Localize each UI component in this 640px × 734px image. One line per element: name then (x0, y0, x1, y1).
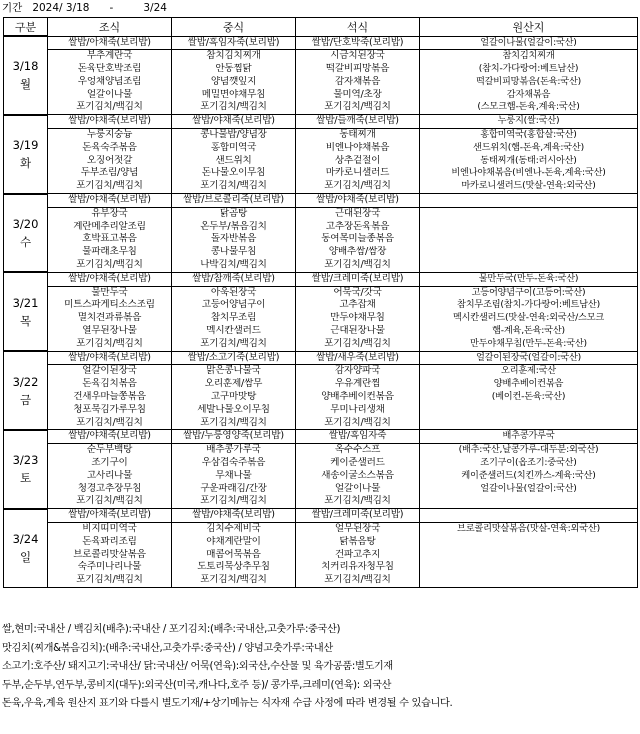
menu-item: 세발나물오이무침 (197, 403, 270, 415)
origin-line: 비엔나야채볶음(비엔나-돈육,계육:국산) (451, 167, 606, 179)
origin-line (420, 233, 637, 246)
origin-line (420, 536, 637, 549)
menu-item: 계란메추리알조림 (73, 220, 146, 232)
note-line: 맛김치(찌개&볶음김치):(배추:국내산,고춧가루:중국산) / 양념고춧가루:국내산 (2, 642, 333, 654)
day-row (4, 509, 638, 588)
menu-item: 참치무조림 (210, 312, 257, 324)
dinner-cell (296, 36, 420, 115)
origin-cell (420, 36, 638, 115)
menu-item: 동여목미늘종볶음 (321, 233, 394, 245)
menu-item: 포기김치/백김치 (200, 416, 267, 428)
menu-item: 누룽지숭늉 (86, 129, 133, 141)
menu-item: 멸치견과류볶음 (77, 312, 142, 324)
period-label: 기간 (2, 2, 23, 14)
day-weekday: 월 (19, 77, 32, 92)
menu-item: 쌀밥/야채죽(보리밥) (48, 273, 171, 287)
menu-item: 양배추베이컨볶음 (321, 391, 394, 403)
origin-line (420, 259, 637, 272)
origin-line: 떡갈비피망볶음(돈육:국산) (475, 75, 582, 87)
header-dinner: 석식 (296, 18, 420, 37)
day-row (4, 272, 638, 351)
day-date: 3/22 (12, 374, 39, 389)
day-date: 3/19 (12, 138, 39, 153)
menu-item: 청경고추장무침 (77, 482, 142, 494)
menu-item: 쌀밥/야채죽(보리밥) (48, 352, 171, 366)
menu-item: 쌀밥/흑임자죽 (296, 430, 419, 444)
menu-item: 홍합미역국 (210, 141, 257, 153)
menu-item: 포기김치/백김치 (324, 101, 391, 113)
menu-item: 양념깻잎지 (210, 75, 257, 87)
origin-line: (스모크햄-돈육,계육:국산) (477, 101, 580, 113)
menu-item: 쌀밥/크레미죽(보리밥) (296, 273, 419, 287)
dinner-cell (296, 430, 420, 509)
menu-item: 고추장돈육볶음 (325, 220, 390, 232)
menu-item: 포기김치/백김치 (324, 259, 391, 271)
origin-cell (420, 194, 638, 273)
note-line: 쌀,현미:국내산 / 백김치(배추):국내산 / 포기김치:(배추:국내산,고춧가루:중국산) (2, 624, 341, 635)
origin-line: 조기구이(옵조기:중국산) (480, 457, 577, 468)
menu-item: 샌드위치 (215, 154, 252, 166)
weekly-menu-table (3, 17, 638, 588)
menu-item: 유부장국 (91, 207, 128, 219)
origin-line (420, 561, 637, 574)
menu-item: 온두부/볶음김치 (200, 220, 267, 232)
lunch-cell (172, 36, 296, 115)
breakfast-cell (48, 194, 172, 273)
menu-item: 참치김치찌개 (206, 50, 261, 62)
dinner-cell (296, 272, 420, 351)
dinner-cell (296, 194, 420, 273)
origin-line (420, 549, 637, 562)
menu-item: 포기김치/백김치 (200, 495, 267, 507)
origin-line (420, 509, 637, 523)
origin-line: 참치무조림(참치-가다랑어:베트남산) (457, 299, 600, 311)
menu-item: 도토리묵상추무침 (197, 561, 270, 573)
menu-item: 포기김치/백김치 (200, 337, 267, 349)
menu-item: 옥수수스프 (334, 444, 381, 456)
menu-item: 포기김치/백김치 (76, 259, 143, 271)
origin-line: 참치김치찌개 (502, 50, 555, 62)
header-origin: 원산지 (420, 18, 638, 37)
menu-item: 근대된장나물 (330, 325, 385, 337)
lunch-cell (172, 272, 296, 351)
menu-item: 포기김치/백김치 (324, 574, 391, 586)
menu-item: 조기구이 (91, 457, 128, 468)
period-start: 2024/ 3/18 (32, 2, 90, 14)
menu-item: 마카로니샐러드 (325, 167, 390, 179)
menu-item: 치커리유자청무침 (321, 561, 394, 573)
menu-item: 고구마맛탕 (210, 391, 257, 403)
menu-item: 포기김치/백김치 (76, 337, 143, 349)
menu-item: 무채나물 (215, 469, 252, 481)
menu-item: 포기김치/백김치 (200, 180, 267, 192)
menu-item: 양배추쌈/쌈장 (328, 246, 387, 258)
dinner-cell (296, 115, 420, 194)
menu-item: 얼갈이나물 (86, 88, 133, 100)
menu-item: 근대된장국 (334, 207, 381, 219)
menu-item: 쌀밥/참깨죽(보리밥) (172, 273, 295, 287)
menu-item: 비지띠미역국 (82, 522, 137, 534)
menu-item: 물파래초무침 (82, 246, 137, 258)
menu-item: 호박표고볶음 (82, 233, 137, 245)
menu-item: 순두부백탕 (86, 444, 133, 456)
menu-item: 돌자반볶음 (210, 233, 257, 245)
menu-item: 쌀밥/새우죽(보리밥) (296, 352, 419, 366)
breakfast-cell (48, 430, 172, 509)
origin-cell (420, 115, 638, 194)
lunch-cell (172, 509, 296, 588)
origin-line: 브로콜리맛살볶음(맛살-연육:외국산) (457, 522, 600, 534)
breakfast-cell (48, 351, 172, 430)
origin-line: 샌드위치(햄-돈육,계육:국산) (473, 141, 584, 153)
origin-line: 얼갈이나물(얼갈이:국산) (420, 37, 637, 51)
lunch-cell (172, 430, 296, 509)
menu-item: 돈육김치볶음 (82, 378, 137, 390)
origin-line: 양배추베이컨볶음 (493, 378, 564, 390)
menu-item: 미트스파게티소스조림 (64, 299, 155, 311)
menu-item: 고등어양념구이 (201, 299, 266, 311)
menu-item: 포기김치/백김치 (76, 101, 143, 113)
origin-line (420, 495, 637, 508)
menu-item: 맑은콩나물국 (206, 365, 261, 377)
origin-line: 햄-계육,돈육:국산) (492, 325, 565, 337)
origin-line: 멕시칸샐러드(맛살-연육:외국산/스모크 (452, 312, 605, 324)
menu-item: 어묵국/갓국 (333, 286, 382, 298)
day-date: 3/23 (12, 453, 39, 468)
origin-line: 동태찌개(동태:러시아산) (480, 154, 577, 166)
menu-item: 메밀면야채무침 (201, 88, 266, 100)
menu-item: 돈나물오이무침 (201, 167, 266, 179)
menu-item: 쌀밥/단호박죽(보리밥) (296, 37, 419, 51)
menu-item: 건새우마늘쫑볶음 (73, 391, 146, 403)
menu-item: 쌀밥/브로콜리죽(보리밥) (172, 194, 295, 208)
day-row (4, 115, 638, 194)
origin-line: (배추:국산,날콩가루-대두분:외국산) (458, 444, 599, 456)
day-label-cell (4, 115, 48, 194)
origin-line: 만두야채무침(만두-돈육:국산) (470, 337, 587, 349)
period-end: 3/24 (143, 2, 167, 14)
menu-item: 쌀밥/아채죽(보리밥) (48, 509, 171, 523)
menu-item: 쌀밥/야채죽(보리밥) (48, 115, 171, 129)
origin-line: (참치-가다랑어:베트남산) (478, 63, 579, 75)
menu-item: 돈육숙주볶음 (82, 141, 137, 153)
origin-cell (420, 509, 638, 588)
menu-item: 쌀밥/야채죽(보리밥) (296, 194, 419, 208)
menu-item: 돈육단호박조림 (77, 63, 142, 75)
menu-item: 포기김치/백김치 (324, 180, 391, 192)
menu-item: 물미역/초장 (333, 88, 382, 100)
origin-line: 감자채볶음 (506, 88, 551, 100)
menu-item: 우엉채양념조림 (77, 75, 142, 87)
day-label-cell (4, 509, 48, 588)
menu-item: 얼갈이된장국 (82, 365, 137, 377)
menu-item: 숙주미나리나물 (77, 561, 142, 573)
menu-item: 배추콩가루국 (206, 444, 261, 456)
origin-line: 누룽지(쌀:국산) (420, 115, 637, 129)
day-weekday: 일 (19, 550, 32, 565)
menu-item: 쌀밥/크레미죽(보리밥) (296, 509, 419, 523)
origin-line: 배추콩가루국 (420, 430, 637, 444)
menu-item: 쌀밥/야채죽(보리밥) (48, 430, 171, 444)
day-label-cell (4, 430, 48, 509)
origin-notes (2, 621, 638, 714)
menu-item: 떡갈비피망볶음 (325, 63, 390, 75)
menu-period (2, 0, 167, 17)
menu-item: 열무된장나물 (82, 325, 137, 337)
origin-line: (베이컨-돈육:국산) (491, 391, 566, 403)
menu-item: 콩나물밥/양념장 (200, 129, 267, 141)
note-line: 두부,순두부,연두부,콩비지(대두):외국산(미국,캐나다,호주 등)/ 콩가루,크레미(연육): 외국산 (2, 679, 392, 691)
day-row (4, 430, 638, 509)
origin-line: 홍합미역국(홍합살:국산) (480, 129, 577, 141)
menu-item: 멕시칸샐러드 (206, 325, 261, 337)
menu-item: 포기김치/백김치 (76, 416, 143, 428)
menu-item: 동태찌개 (339, 129, 376, 141)
menu-item: 안동찜닭 (215, 63, 252, 75)
breakfast-cell (48, 115, 172, 194)
menu-item: 쌀밥/야채죽(보리밥) (172, 509, 295, 523)
menu-item: 감자양파국 (334, 365, 381, 377)
menu-item: 만두야채무침 (330, 312, 385, 324)
menu-item: 물만두국 (91, 286, 128, 298)
origin-line: 고등어양념구이(고등어:국산) (471, 286, 586, 298)
breakfast-cell (48, 272, 172, 351)
origin-line (420, 246, 637, 259)
day-row (4, 194, 638, 273)
origin-line: 얼갈이나물(얼갈이:국산) (480, 482, 577, 494)
origin-cell (420, 272, 638, 351)
menu-item: 얼무된장국 (334, 522, 381, 534)
menu-item: 돈육꽈리조림 (82, 535, 137, 547)
dinner-cell (296, 351, 420, 430)
menu-item: 쌀밥/야채죽(보리밥) (48, 194, 171, 208)
menu-item: 김치수제비국 (206, 522, 261, 534)
menu-item: 구운파래김/간장 (200, 482, 267, 494)
day-label-cell (4, 36, 48, 115)
header-row (4, 18, 638, 37)
dinner-cell (296, 509, 420, 588)
note-line: 돈육,우육,계육 원산지 표기와 다를시 별도기재/+상기메뉴는 식자재 수급 사정에 따라 변경될 수 있습니다. (2, 698, 453, 709)
menu-item: 포기김치/백김치 (76, 180, 143, 192)
origin-line (420, 417, 637, 430)
menu-item: 건파고추지 (334, 548, 381, 560)
menu-item: 포기김치/백김치 (324, 416, 391, 428)
day-weekday: 수 (19, 234, 32, 249)
breakfast-cell (48, 36, 172, 115)
menu-item: 매콤어묵볶음 (206, 548, 261, 560)
menu-item: 쌀밥/아채죽(보리밥) (48, 37, 171, 51)
note-line: 소고기:호주산/ 돼지고기:국내산/ 닭:국내산/ 어묵(연육):외국산,수산물 및 육가공품:별도기재 (2, 661, 393, 672)
menu-item: 포기김치/백김치 (200, 574, 267, 586)
menu-item: 오징어젓갈 (86, 154, 133, 166)
menu-item: 오리훈제/쌈무 (204, 378, 263, 390)
origin-cell (420, 351, 638, 430)
menu-item: 포기김치/백김치 (200, 101, 267, 113)
origin-line: 얼갈이된장국(얼갈이:국산) (420, 352, 637, 366)
origin-cell (420, 430, 638, 509)
lunch-cell (172, 194, 296, 273)
menu-item: 포기김치/백김치 (324, 337, 391, 349)
origin-line: 오리훈제:국산 (501, 365, 556, 377)
header-lunch: 중식 (172, 18, 296, 37)
menu-item: 우유계란찜 (334, 378, 381, 390)
day-date: 3/24 (12, 532, 39, 547)
menu-item: 나박김치/백김치 (200, 259, 267, 271)
menu-item: 쌀밥/야채죽(보리밥) (172, 115, 295, 129)
menu-item: 쌀밥/흑임자죽(보리밥) (172, 37, 295, 51)
menu-item: 상추겉절이 (334, 154, 381, 166)
period-dash: - (109, 2, 114, 14)
day-row (4, 351, 638, 430)
menu-item: 청포묵김가루무침 (73, 403, 146, 415)
lunch-cell (172, 351, 296, 430)
menu-item: 닭곰탕 (219, 207, 248, 219)
day-date: 3/21 (12, 295, 39, 310)
menu-item: 쌀밥/누룽영양죽(보리밥) (172, 430, 295, 444)
menu-item: 부추계란국 (86, 50, 133, 62)
menu-item: 닭볶음탕 (339, 535, 376, 547)
menu-item: 포기김치/백김치 (76, 574, 143, 586)
origin-line (420, 208, 637, 221)
day-date: 3/18 (12, 59, 39, 74)
day-weekday: 화 (19, 156, 32, 171)
menu-item: 포기김치/백김치 (324, 495, 391, 507)
menu-item: 비엔나야채볶음 (325, 141, 390, 153)
origin-line: 마카로니샐러드(맛살-연육:외국산) (461, 180, 596, 192)
menu-item: 아욱된장국 (210, 286, 257, 298)
origin-line (420, 221, 637, 234)
menu-item: 고추잡채 (339, 299, 376, 311)
menu-item: 두부조림/양념 (80, 167, 139, 179)
day-weekday: 토 (19, 471, 32, 486)
menu-item: 포기김치/백김치 (76, 495, 143, 507)
menu-item: 쌀밥/소고기죽(보리밥) (172, 352, 295, 366)
menu-item: 고사리나물 (86, 469, 133, 481)
day-weekday: 목 (19, 313, 32, 328)
menu-item: 무미나리생채 (330, 403, 385, 415)
origin-line (420, 574, 637, 587)
header-breakfast: 조식 (48, 18, 172, 37)
day-label-cell (4, 272, 48, 351)
menu-item: 케이준샐러드 (330, 457, 385, 468)
header-category: 구분 (4, 18, 48, 37)
origin-line (420, 194, 637, 208)
menu-item: 야채계란말이 (206, 535, 261, 547)
menu-item: 감자채볶음 (334, 75, 381, 87)
breakfast-cell (48, 509, 172, 588)
day-weekday: 금 (19, 392, 32, 407)
origin-line: 물만두국(만두-돈육:국산) (420, 273, 637, 287)
menu-item: 시금치된장국 (330, 50, 385, 62)
day-row (4, 36, 638, 115)
lunch-cell (172, 115, 296, 194)
day-label-cell (4, 194, 48, 273)
menu-item: 새송이굴소스볶음 (321, 469, 394, 481)
menu-item: 우삼겹숙주볶음 (201, 457, 266, 468)
menu-item: 얼갈이나물 (334, 482, 381, 494)
origin-line: 케이준샐러드(치킨까스-계육:국산) (461, 469, 596, 481)
origin-line (420, 404, 637, 417)
menu-item: 쌀밥/들깨죽(보리밥) (296, 115, 419, 129)
day-label-cell (4, 351, 48, 430)
day-date: 3/20 (12, 216, 39, 231)
menu-item: 콩나물무침 (210, 246, 257, 258)
menu-item: 브로콜리맛살볶음 (73, 548, 146, 560)
